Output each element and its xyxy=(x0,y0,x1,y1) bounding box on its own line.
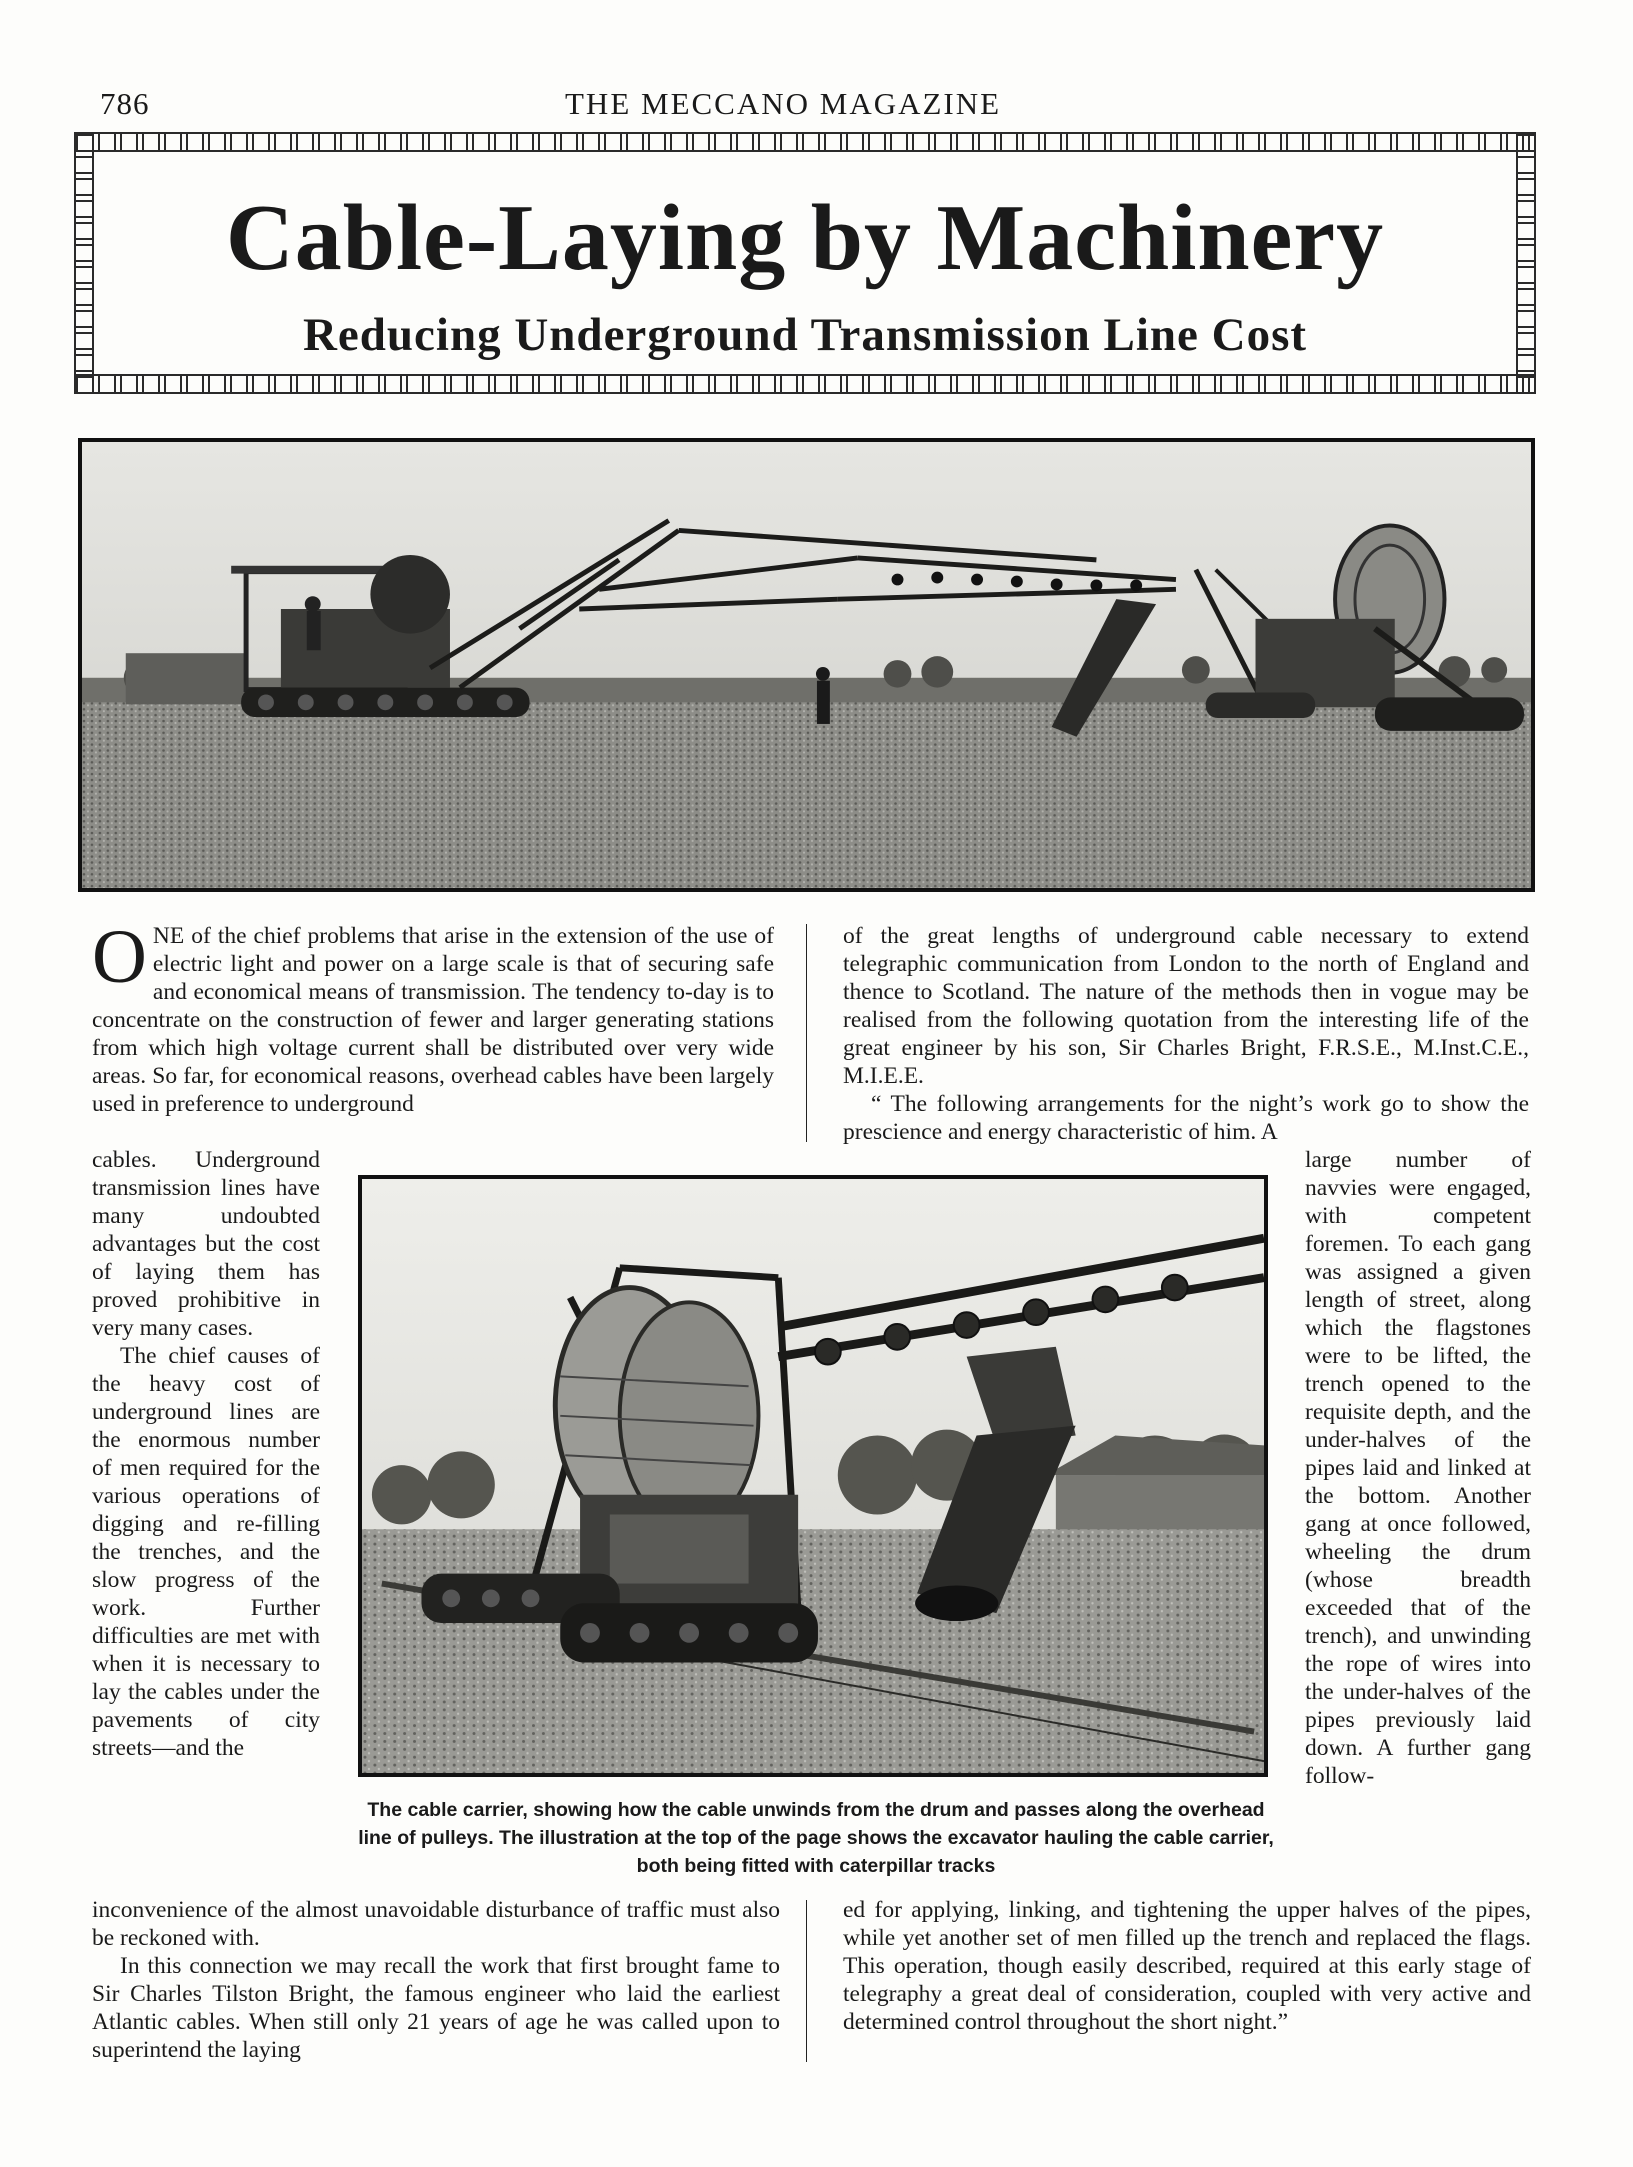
chain-border-top xyxy=(74,132,1536,152)
right-column-top xyxy=(843,922,1529,1146)
right-paragraph-2: “ The following arrangements for the night’s work go to show the prescience and energy characteristic of him. A xyxy=(843,1091,1529,1145)
left-paragraph-3: In this connection we may recall the work that first brought fame to Sir Charles Tilston Bright, the famous engineer who laid the earliest Atlantic cables. When still only 21 years of age he was called upon to superintend the laying xyxy=(92,1953,780,2063)
left-paragraph-2: The chief causes of the heavy cost of underground lines are the enormous number of men required for the various operations of digging and re-filling the trenches, and the slow progress of the work. Further difficulties are met with when it is necessary to lay the cables under the pavements of city streets—and the xyxy=(92,1343,320,1761)
left-paragraph-1-cont: cables. Underground transmission lines have many undoubted advantages but the cost of laying them has proved prohibitive in very many cases. xyxy=(92,1147,320,1341)
right-column-narrow xyxy=(1305,1146,1531,1790)
excavator-illustration xyxy=(82,442,1531,888)
photo-caption: The cable carrier, showing how the cable unwinds from the drum and passes along the overhead line of pulleys. The illustration at the top of the page shows the excavator hauling the cable carrier, both being fitted with caterpillar tracks xyxy=(358,1799,1274,1877)
right-column-bottom xyxy=(843,1896,1531,2036)
right-paragraph-1: of the great lengths of underground cable necessary to extend telegraphic communication from London to the north of England and thence to Scotland. The nature of the methods then in vogue may be realised from the following quotation from the interesting life of the great engineer by his son, Sir Charles Bright, F.R.S.E., M.Inst.C.E., M.I.E.E. xyxy=(843,923,1529,1089)
top-photo-excavator xyxy=(78,438,1535,892)
left-column-bottom xyxy=(92,1896,780,2064)
left-column-top xyxy=(92,915,774,1118)
cable-carrier-illustration xyxy=(362,1179,1264,1773)
right-paragraph-2-cont: large number of navvies were engaged, with competent foremen. To each gang was assigned a given length of street, along which the flagstones were to be lifted, the trench opened to the requisite depth, and the under-halves of the pipes laid and linked at the bottom. Another gang at once followed, wheeling the drum (whose breadth exceeded that of the trench), and unwinding the rope of wires into the under-halves of the pipes previously laid down. A further gang follow- xyxy=(1305,1147,1531,1789)
right-paragraph-2-end: ed for applying, linking, and tightening the upper halves of the pipes, while yet another set of men filled up the trench and replaced the flags. This operation, though easily described, required at this early stage of telegraphy a great deal of consideration, coupled with very active and determined control throughout the short night.” xyxy=(843,1897,1531,2035)
page-number: 786 xyxy=(100,86,150,121)
left-paragraph-1: NE of the chief problems that arise in the extension of the use of electric light and power on a large scale is that of securing safe and economical means of transmission. The tendency to-day is to concentrate on the construction of fewer and larger generating stations from which high voltage current shall be distributed over very wide areas. So far, for economical reasons, overhead cables have been largely used in preference to underground xyxy=(92,923,774,1117)
title-box xyxy=(74,132,1536,394)
drop-cap: O xyxy=(92,915,147,999)
article-title: Cable-Laying by Machinery xyxy=(225,186,1385,290)
article-subtitle: Reducing Underground Transmission Line Cost xyxy=(302,309,1308,361)
left-column-narrow xyxy=(92,1146,320,1762)
magazine-title: THE MECCANO MAGAZINE xyxy=(565,86,1002,121)
center-photo-cable-carrier xyxy=(358,1175,1268,1777)
column-rule-bottom xyxy=(806,1900,807,2062)
chain-border-bottom xyxy=(74,374,1536,394)
column-rule-top xyxy=(806,924,807,1142)
left-paragraph-2-cont: inconvenience of the almost unavoidable disturbance of traffic must also be reckoned with. xyxy=(92,1897,780,1951)
